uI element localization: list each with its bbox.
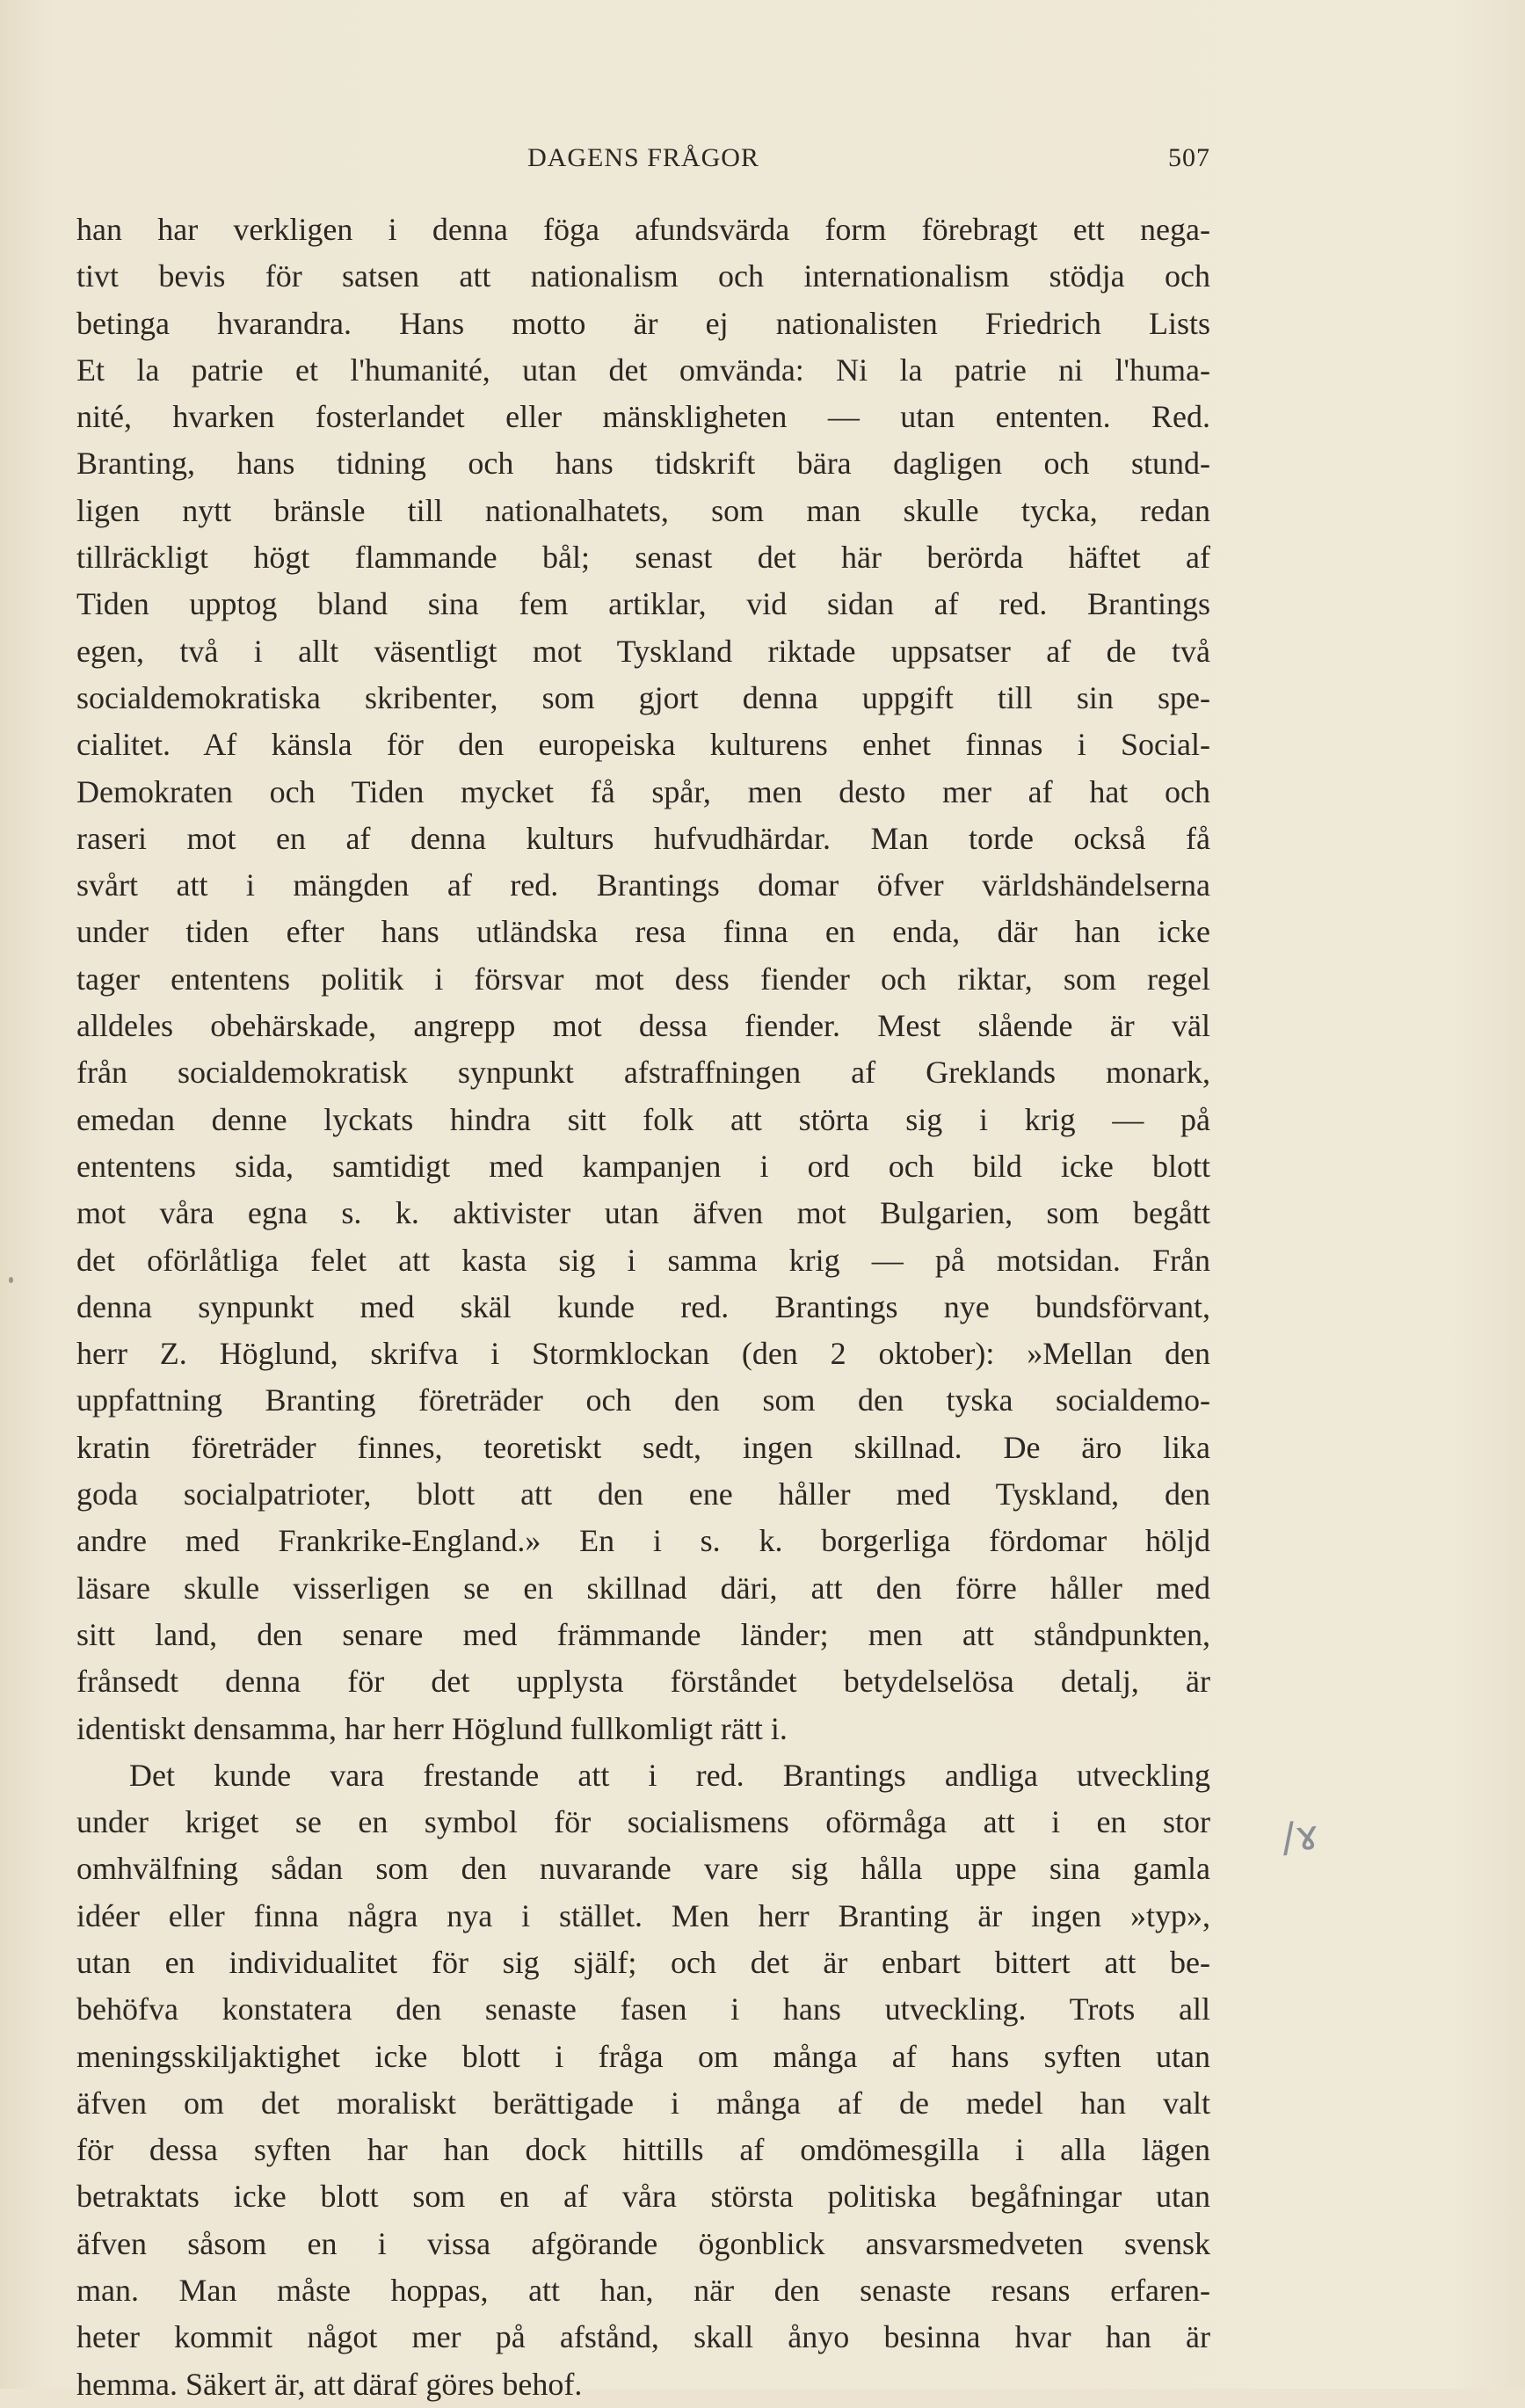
text-line: tager ententens politik i försvar mot dess fiender och riktar, som regel xyxy=(76,961,1210,997)
text-line: Demokraten och Tiden mycket få spår, men desto mer af hat och xyxy=(76,773,1210,809)
text-line: andre med Frankrike-England.» En i s. k. borgerliga fördomar höljd xyxy=(76,1523,1210,1559)
running-head-title: DAGENS FRÅGOR xyxy=(527,143,759,172)
text-line: svårt att i mängden af red. Brantings domar öfver världshändelserna xyxy=(76,867,1210,903)
text-line: heter kommit något mer på afstånd, skall ånyo besinna hvar han är xyxy=(76,2319,1210,2355)
text-line: cialitet. Af känsla för den europeiska kulturens enhet finnas i Social- xyxy=(76,727,1210,763)
text-line: från socialdemokratisk synpunkt afstraffningen af Greklands monark, xyxy=(76,1055,1210,1091)
text-line: utan en individualitet för sig själf; och det är enbart bittert att be- xyxy=(76,1944,1210,1980)
text-line: ententens sida, samtidigt med kampanjen i ord och bild icke blott xyxy=(76,1148,1210,1184)
text-line: alldeles obehärskade, angrepp mot dessa fiender. Mest slående är väl xyxy=(76,1008,1210,1044)
paragraph-start-line: Det kunde vara frestande att i red. Brantings andliga utveckling xyxy=(129,1757,1210,1793)
text-line: nité, hvarken fosterlandet eller mänskligheten — utan ententen. Red. xyxy=(76,399,1210,435)
text-line: idéer eller finna några nya i stället. Men herr Branting är ingen »typ», xyxy=(76,1897,1210,1933)
text-line: egen, två i allt väsentligt mot Tyskland riktade uppsatser af de två xyxy=(76,633,1210,669)
text-line: det oförlåtliga felet att kasta sig i samma krig — på motsidan. Från xyxy=(76,1242,1210,1278)
text-line: betinga hvarandra. Hans motto är ej nationalisten Friedrich Lists xyxy=(76,305,1210,341)
text-line: under kriget se en symbol för socialismens oförmåga att i en stor xyxy=(76,1804,1210,1840)
text-line: emedan denne lyckats hindra sitt folk att störta sig i krig — på xyxy=(76,1101,1210,1137)
text-line: frånsedt denna för det upplysta förståndet betydelselösa detalj, är xyxy=(76,1664,1210,1700)
body-text xyxy=(76,207,1210,2408)
paper-speck xyxy=(9,1277,13,1283)
text-line: tillräckligt högt flammande bål; senast det här berörda häftet af xyxy=(76,540,1210,576)
text-line: behöfva konstatera den senaste fasen i hans utveckling. Trots all xyxy=(76,1991,1210,2027)
text-line: herr Z. Höglund, skrifva i Stormklockan (den 2 oktober): »Mellan den xyxy=(76,1336,1210,1372)
text-line: kratin företräder finnes, teoretiskt sedt, ingen skillnad. De äro lika xyxy=(76,1429,1210,1465)
text-line: tivt bevis för satsen att nationalism och internationalism stödja och xyxy=(76,258,1210,294)
text-line: ligen nytt bränsle till nationalhatets, som man skulle tycka, redan xyxy=(76,492,1210,528)
text-line: raseri mot en af denna kulturs hufvudhärdar. Man torde också få xyxy=(76,820,1210,856)
text-line: socialdemokratiska skribenter, som gjort denna uppgift till sin spe- xyxy=(76,679,1210,715)
text-line: goda socialpatrioter, blott att den ene håller med Tyskland, den xyxy=(76,1476,1210,1512)
text-line: läsare skulle visserligen se en skillnad däri, att den förre håller med xyxy=(76,1570,1210,1606)
page-number: 507 xyxy=(1168,143,1210,172)
handwritten-margin-mark: /ɤ xyxy=(1279,1810,1322,1862)
text-line: meningsskiljaktighet icke blott i fråga om många af hans syften utan xyxy=(76,2038,1210,2074)
paragraph-end-line: hemma. Säkert är, att däraf göres behof. xyxy=(76,2366,583,2402)
text-line: han har verkligen i denna föga afundsvärda form förebragt ett nega- xyxy=(76,212,1210,247)
text-line: omhvälfning sådan som den nuvarande vare sig hålla uppe sina gamla xyxy=(76,1851,1210,1887)
text-line: uppfattning Branting företräder och den som den tyska socialdemo- xyxy=(76,1382,1210,1418)
text-line: äfven om det moraliskt berättigade i många af de medel han valt xyxy=(76,2085,1210,2121)
text-line: Tiden upptog bland sina fem artiklar, vid sidan af red. Brantings xyxy=(76,586,1210,622)
text-line: för dessa syften har han dock hittills af omdömesgilla i alla lägen xyxy=(76,2132,1210,2168)
text-line: sitt land, den senare med främmande länder; men att ståndpunkten, xyxy=(76,1616,1210,1652)
text-line: Branting, hans tidning och hans tidskrift bära dagligen och stund- xyxy=(76,446,1210,482)
text-line: betraktats icke blott som en af våra största politiska begåfningar utan xyxy=(76,2179,1210,2215)
text-line: Et la patrie et l'humanité, utan det omvända: Ni la patrie ni l'huma- xyxy=(76,352,1210,388)
text-line: mot våra egna s. k. aktivister utan äfven mot Bulgarien, som begått xyxy=(76,1195,1210,1231)
running-head xyxy=(76,143,1210,182)
text-line: denna synpunkt med skäl kunde red. Brantings nye bundsförvant, xyxy=(76,1288,1210,1324)
text-line: under tiden efter hans utländska resa finna en enda, där han icke xyxy=(76,914,1210,950)
text-line: äfven såsom en i vissa afgörande ögonblick ansvarsmedveten svensk xyxy=(76,2225,1210,2261)
text-line: man. Man måste hoppas, att han, när den senaste resans erfaren- xyxy=(76,2273,1210,2309)
paragraph-end-line: identiskt densamma, har herr Höglund fullkomligt rätt i. xyxy=(76,1710,788,1746)
